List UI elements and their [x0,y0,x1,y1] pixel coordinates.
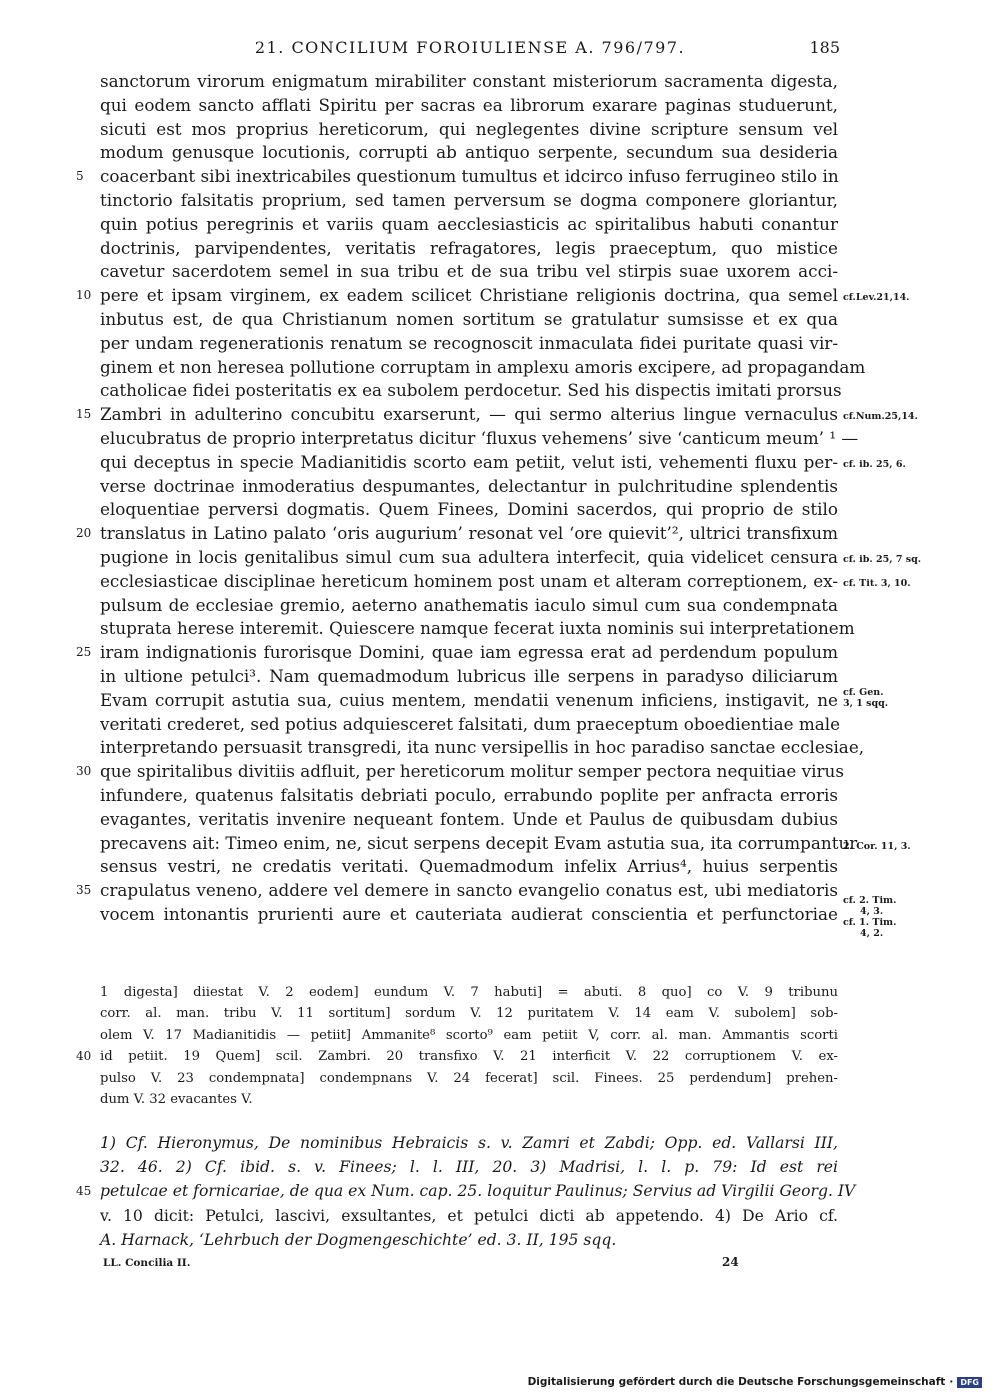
page-number: 185 [809,38,840,57]
text-line: eloquentiae perversi dogmatis. Quem Finees, Domini sacerdos, qui proprio de stilo [100,499,838,520]
text-line: vocem intonantis prurienti aure et cauteriata audierat conscientia et perfunctoriae [100,903,838,924]
footnote-line: 32. 46. 2) Cf. ibid. s. v. Finees; l. l. III, 20. 3) Madrisi, l. l. p. 79: Id est rei [100,1158,838,1177]
page-header [100,38,840,62]
text-line-wrap [76,403,838,427]
text-line: quin potius peregrinis et variis quam aecclesiasticis ac spiritalibus habuti conantur [100,213,838,234]
text-line: ginem et non heresea pollutione corruptam in amplexu amoris excipere, ad propagandam [100,356,866,377]
margin-ref: cf. Gen. [843,687,884,698]
text-line: stuprata herese interemit. Quiescere namque fecerat iuxta nominis sui interpretationem [100,618,855,639]
text-line: infundere, quatenus falsitatis debriati poculo, errabundo poplite per anfracta erroris [100,784,838,805]
credit-text: Digitalisierung gefördert durch die Deutsche Forschungsgemeinschaft [527,1376,946,1388]
margin-ref: cf.Num.25,14. [843,411,918,422]
apparatus-line: corr. al. man. tribu V. 11 sortitum] sordum V. 12 puritatem V. 14 eam V. subolem] sob- [100,1006,838,1022]
apparatus-line: olem V. 17 Madianitidis — petiit] Ammanite⁸ scorto⁹ eam petiit V, corr. al. man. Ammantis scorti [100,1027,838,1043]
margin-ref: 3, 1 sqq. [843,698,889,709]
text-line: pugione in locis genitalibus simul cum sua adultera interfecit, quia videlicet censura [100,546,838,567]
text-line-wrap [76,522,838,546]
text-line: pere et ipsam virginem, ex eadem scilicet Christiane religionis doctrina, qua semel [100,285,838,306]
line-number: 35 [76,883,92,898]
footnote-line-wrap [76,1179,856,1203]
footnotes [76,1131,856,1252]
margin-ref: 4, 2. [860,928,884,939]
apparatus-line: pulso V. 23 condempnata] condempnans V. 24 fecerat] scil. Finees. 25 perdendum] prehen- [100,1070,838,1086]
text-line: modum genusque locutionis, corrupti ab antiquo serpente, secundum sua desideria [100,142,838,163]
apparatus-line-wrap [76,1046,838,1067]
text-line-wrap [76,284,838,308]
credit-separator: · [949,1376,954,1388]
footnote-line: A. Harnack, ‘Lehrbuch der Dogmengeschichte’ ed. 3. II, 195 sqq. [100,1230,617,1249]
footnote-line: petulcae et fornicariae, de qua ex Num. cap. 25. loquitur Paulinus; Servius ad Virgilii Georg. IV [100,1182,856,1201]
text-line: Zambri in adulterino concubitu exarserunt, — qui sermo alterius lingue vernaculus [100,404,838,425]
text-line: tinctorio falsitatis proprium, sed tamen perversum se dogma componere gloriantur, [100,189,838,210]
text-line: crapulatus veneno, addere vel demere in sancto evangelio conatus est, ubi mediatoris [100,880,838,901]
line-number: 30 [76,764,92,779]
line-number: 20 [76,526,92,541]
text-line: ecclesiasticae disciplinae hereticum hominem post unam et alteram correptionem, ex- [100,570,838,591]
text-line: doctrinis, parvipendentes, veritatis refragatores, legis praeceptum, quo mistice [100,237,838,258]
line-number: 5 [76,169,84,184]
text-line: catholicae fidei posteritatis ex ea subolem perdocetur. Sed his dispectis imitati prorsus [100,380,842,401]
text-line: in ultione petulci³. Nam quemadmodum lubricus ille serpens in paradyso diliciarum [100,665,838,686]
text-line: pulsum de ecclesiae gremio, aeterno anathematis iaculo simul cum sua condempnata [100,594,838,615]
text-line: sicuti est mos proprius hereticorum, qui neglegentes divine scripture sensum vel [100,118,838,139]
margin-ref: cf. Tit. 3, 10. [843,578,911,589]
text-line: sanctorum virorum enigmatum mirabiliter constant misteriorum sacramenta digesta, [100,71,838,91]
margin-ref: 4, 3. [860,906,884,917]
critical-apparatus [76,982,838,1110]
apparatus-line: 1 digesta] diiestat V. 2 eodem] eundum V. 7 habuti] = abuti. 8 quo] co V. 9 tribunu [100,985,838,1000]
footnote-line: v. 10 dicit: Petulci, lascivi, exsultantes, et petulci dicti ab appetendo. 4) De Ario cf. [100,1206,838,1225]
text-line-wrap [76,165,839,189]
text-line: precavens ait: Timeo enim, ne, sicut serpens decepit Evam astutia sua, ita corrumpantur [100,832,858,853]
text-line: sensus vestri, ne credatis veritati. Quemadmodum infelix Arrius⁴, huius serpentis [100,856,838,877]
text-line: qui deceptus in specie Madianitidis scorto eam petiit, velut isti, vehementi fluxu per- [100,451,838,472]
margin-ref: 2. Cor. 11, 3. [843,841,911,852]
digitization-credit [528,1376,982,1388]
apparatus-line: id petiit. 19 Quem] scil. Zambri. 20 transfixo V. 21 interficit V. 22 corruptionem V. ex- [100,1049,838,1065]
text-line: Evam corrupit astutia sua, cuius mentem, mendatii venenum inficiens, instigavit, ne [100,689,838,710]
text-line-wrap [76,760,844,784]
margin-ref: cf. ib. 25, 7 sq. [843,554,922,565]
text-line: cavetur sacerdotem semel in sua tribu et de sua tribu vel stirpis suae uxorem acci- [100,261,838,282]
text-line: coacerbant sibi inextricabiles questionum tumultus et idcirco infuso ferrugineo stilo in [100,166,839,187]
line-number: 45 [76,1184,92,1199]
text-line: verse doctrinae inmoderatius despumantes, delectantur in pulchritudine splendentis [100,475,838,496]
text-line: translatus in Latino palato ‘oris augurium’ resonat vel ‘ore quievit’², ultrici transfixum [100,523,838,544]
text-line: que spiritalibus divitiis adfluit, per hereticorum molitur semper pectora nequitiae virus [100,761,844,782]
text-line-wrap [76,641,838,665]
line-number: 40 [76,1049,92,1064]
margin-ref: cf. ib. 25, 6. [843,459,906,470]
margin-ref: cf.Lev.21,14. [843,292,910,303]
text-line: interpretando persuasit transgredi, ita nunc versipellis in hoc paradiso sanctae ecclesiae, [100,737,865,758]
series-label: LL. Concilia II. [103,1257,191,1269]
margin-ref: cf. 2. Tim. [843,895,897,906]
text-line: veritati crederet, sed potius adquiesceret falsitati, dum praeceptum oboedientiae male [100,713,841,734]
text-line: per undam regenerationis renatum se recognoscit inmaculata fidei puritate quasi vir- [100,332,838,353]
text-line: elucubratus de proprio interpretatus dicitur ‘fluxus vehemens’ sive ‘canticum meum’ ¹ — [100,427,859,448]
dfg-logo-icon: DFG [957,1377,982,1388]
text-line: inbutus est, de qua Christianum nomen sortitum se gratulatur sumsisse et ex qua [100,308,838,329]
apparatus-line: dum V. 32 evacantes V. [100,1091,253,1107]
line-number: 25 [76,645,92,660]
footnote-line: 1) Cf. Hieronymus, De nominibus Hebraicis s. v. Zamri et Zabdi; Opp. ed. Vallarsi III, [100,1134,838,1152]
margin-ref: cf. 1. Tim. [843,917,897,928]
text-line: evagantes, veritatis invenire nequeant fontem. Unde et Paulus de quibusdam dubius [100,808,838,829]
running-title: 21. CONCILIUM FOROIULIENSE A. 796/797. [254,38,686,57]
line-number: 10 [76,288,92,303]
text-line-wrap [76,879,838,903]
signature-mark: 24 [722,1255,739,1269]
line-number: 15 [76,407,92,422]
main-text [76,70,922,939]
text-line: iram indignationis furorisque Domini, quae iam egressa erat ad perdendum populum [100,642,838,663]
text-line: qui eodem sancto afflati Spiritu per sacras ea librorum exarare paginas studuerunt, [100,94,838,115]
